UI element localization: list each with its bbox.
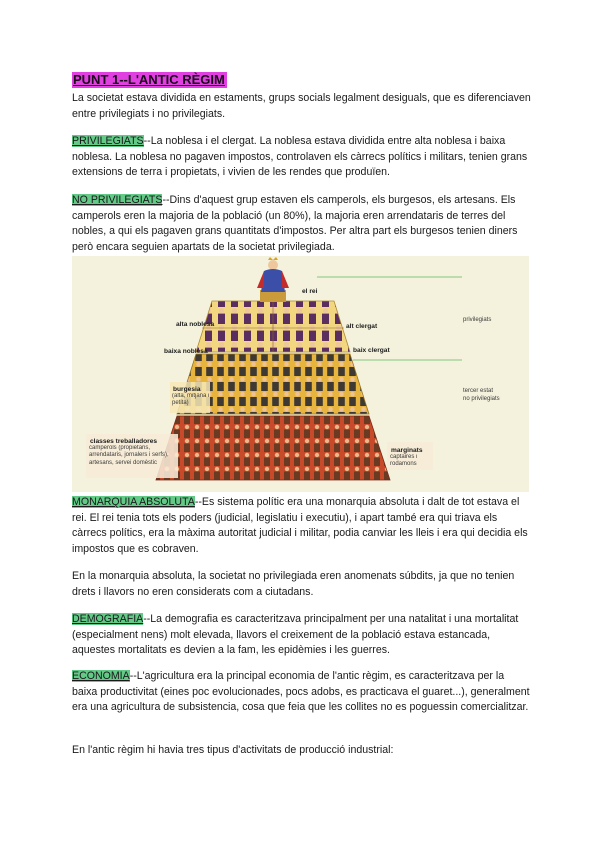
label-marginats-sub: captaires i rodamons (390, 454, 418, 467)
industrial-activities-paragraph: En l'antic règim hi havia tres tipus d'activitats de producció industrial: (72, 744, 394, 756)
economia-text: --L'agricultura era la principal economia de l'antic règim, es caracteritzava per la baixa productivitat (eines poc evolucionades, pocs adobs, es practicava el guaret...), generalment era una agricultura de subsistencia, cosa que feia que les collites no es poguessin comercialitzar. (72, 670, 530, 714)
king-figure (257, 257, 289, 302)
no-privilegiats-text: --Dins d'aquest grup estaven els camperols, els burgesos, els artesans. Els camperols eren la majoria de la població (un 80%), la majoria eren arrendataris de terres del nobles, a qui els pagaven grans quantitats d'impostos. Per altra part els burgesos tenien diners però encara seguien apartats de la societat privilegiada. (72, 194, 518, 253)
monarquia-text: --Es sistema polític era una monarquia absoluta i dalt de tot estava el rei. El rei tenia tots els poders (judicial, legislatiu i executiu), i apart també era qui triava els càrrecs polítics, era la màxima autoritat judicial i militar, podia canviar les lleis i era qui decidia els impostos que es cobraven. (72, 496, 528, 555)
demografia-text: --La demografia es caracteritzava principalment per una natalitat i una mortalitat (especialment nens) molt elevada, llavors el creixement de la població estava estancada, aquestes mortalitats es devien a la fam, les epidèmies i les guerres. (72, 613, 519, 657)
privilegiats-paragraph (72, 134, 532, 181)
label-baixa-noblesa: baixa noblesa (164, 348, 208, 355)
label-classes-sub: camperols (propietaris, arrendataris, jornalers i serfs), artesans, servei domèstic (89, 445, 169, 466)
no-privilegiats-paragraph (72, 193, 532, 255)
label-alta-noblesa: alta noblesa (176, 321, 215, 328)
label-alt-clergat: alt clergat (346, 323, 378, 330)
caption-tercer-estat: tercer estat (463, 388, 494, 394)
social-pyramid-figure (72, 256, 529, 492)
economia-paragraph (72, 669, 532, 716)
label-burgesia-sub: (alta, mitjana i petita) (172, 393, 210, 406)
caption-privilegiats: privilegiats (463, 317, 492, 323)
monarquia-subdits-paragraph: En la monarquia absoluta, la societat no privilegiada eren anomenats súbdits, ja que no tenien drets i llavors no eren considerats com a ciutadans. (72, 570, 515, 598)
label-burgesia: burgesia (173, 386, 201, 393)
label-marginats: marginats (391, 447, 423, 454)
label-baix-clergat: baix clergat (353, 347, 390, 354)
tier-working-classes (156, 416, 390, 480)
privilegiats-text: --La noblesa i el clergat. La noblesa estava dividida entre alta noblesa i baixa noblesa. La noblesa no pagaven impostos, controlaven els càrrecs polítics i militars, tenien grans extensions de terra i propietats, i vivien de les rendes que produïen. (72, 135, 528, 179)
label-rei: el rei (302, 288, 318, 295)
intro-paragraph: La societat estava dividida en estaments, grups socials legalment desiguals, que es diferenciaven entre privilegiats i no privilegiats. (72, 92, 531, 120)
economia-term: ECONOMIA (72, 670, 130, 682)
demografia-term: DEMOGRAFIA (72, 613, 144, 625)
section-title: PUNT 1--L'ANTIC RÈGIM (73, 72, 225, 87)
no-privilegiats-term: NO PRIVILEGIATS (72, 194, 163, 206)
privilegiats-term: PRIVILEGIATS (72, 135, 144, 147)
social-pyramid-illustration (72, 256, 529, 492)
label-classes-treballadores: classes treballadores (90, 438, 158, 445)
caption-no-privilegiats: no privilegiats (463, 396, 500, 402)
demografia-paragraph (72, 612, 532, 659)
monarquia-term: MONARQUIA ABSOLUTA (72, 496, 195, 508)
monarquia-paragraph (72, 495, 532, 557)
